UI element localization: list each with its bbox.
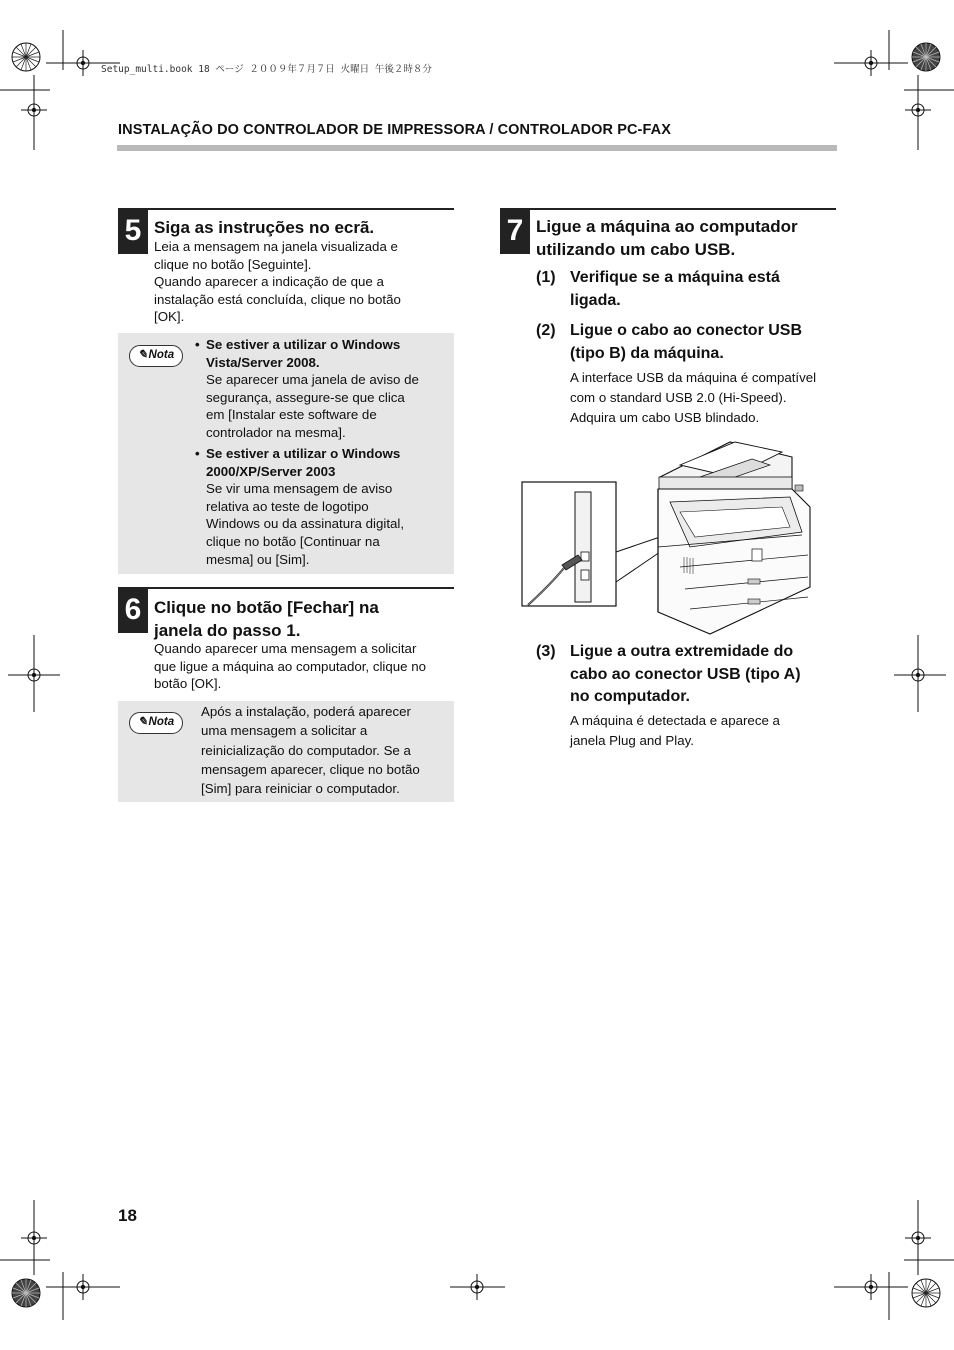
pencil-icon: ✎ — [137, 349, 148, 361]
step6-note — [118, 701, 454, 802]
page-header-title: INSTALAÇÃO DO CONTROLADOR DE IMPRESSORA / CONTROLADOR PC-FAX — [118, 122, 671, 138]
header-rule — [117, 145, 837, 151]
pencil-icon: ✎ — [137, 716, 148, 728]
print-metadata: Setup_multi.book 18 ページ ２００９年７月７日 火曜日 午後２時８分 — [101, 64, 432, 75]
step7-rule — [500, 208, 836, 210]
radial-target-icon — [12, 1279, 40, 1307]
sub-step-1: (1) Verifique se a máquina está ligada. — [536, 269, 780, 309]
sub-step-3: (3) Ligue a outra extremidade do cabo ao conector USB (tipo A) no computador. — [536, 643, 801, 706]
step6-rule — [118, 587, 454, 589]
radial-target-icon — [912, 1279, 940, 1307]
note-bullet: • Se estiver a utilizar o Windows 2000/XP/Server 2003 Se vir uma mensagem de aviso relativa ao teste de logotipo Windows ou da assinatura digital, clique no botão [Continuar na mesma] ou [Sim]. — [195, 446, 405, 567]
step7-number: 7 — [500, 208, 530, 254]
step5-title: Siga as instruções no ecrã. — [154, 218, 375, 237]
step7-title: Ligue a máquina ao computador utilizando um cabo USB. — [536, 217, 798, 259]
nota-badge: ✎Nota — [129, 712, 183, 734]
sub-step-2: (2) Ligue o cabo ao conector USB (tipo B) da máquina. — [536, 322, 803, 362]
nota-badge: ✎Nota — [129, 345, 183, 367]
step6-note-text: Após a instalação, poderá aparecer uma mensagem a solicitar a reinicialização do computador. Se a mensagem aparecer, clique no botão [Sim] para reiniciar o computador. — [201, 704, 420, 797]
usb-connection-illustration — [520, 437, 820, 637]
sub-step-2-text: A interface USB da máquina é compatível com o standard USB 2.0 (Hi-Speed). Adquira um cabo USB blindado. — [570, 370, 817, 425]
step5-number: 5 — [118, 208, 148, 254]
step5-note — [118, 333, 454, 574]
radial-target-icon — [12, 43, 40, 71]
step6-title: Clique no botão [Fechar] na janela do passo 1. — [154, 598, 379, 640]
note-bullet: • Se estiver a utilizar o Windows Vista/Server 2008. Se aparecer uma janela de aviso de segurança, assegure-se que clica em [Instalar este software de controlador na mesma]. — [195, 337, 419, 440]
step5-rule — [118, 208, 454, 210]
step6-number: 6 — [118, 587, 148, 633]
sub-step-3-text: A máquina é detectada e aparece a janela Plug and Play. — [570, 713, 780, 748]
page-number: 18 — [118, 1206, 137, 1225]
step6-body: Quando aparecer uma mensagem a solicitar que ligue a máquina ao computador, clique no botão [OK]. — [154, 641, 427, 692]
radial-target-icon — [912, 43, 940, 71]
step5-body: Leia a mensagem na janela visualizada e clique no botão [Seguinte]. Quando aparecer a indicação de que a instalação está concluída, clique no botão [OK]. — [154, 239, 401, 325]
